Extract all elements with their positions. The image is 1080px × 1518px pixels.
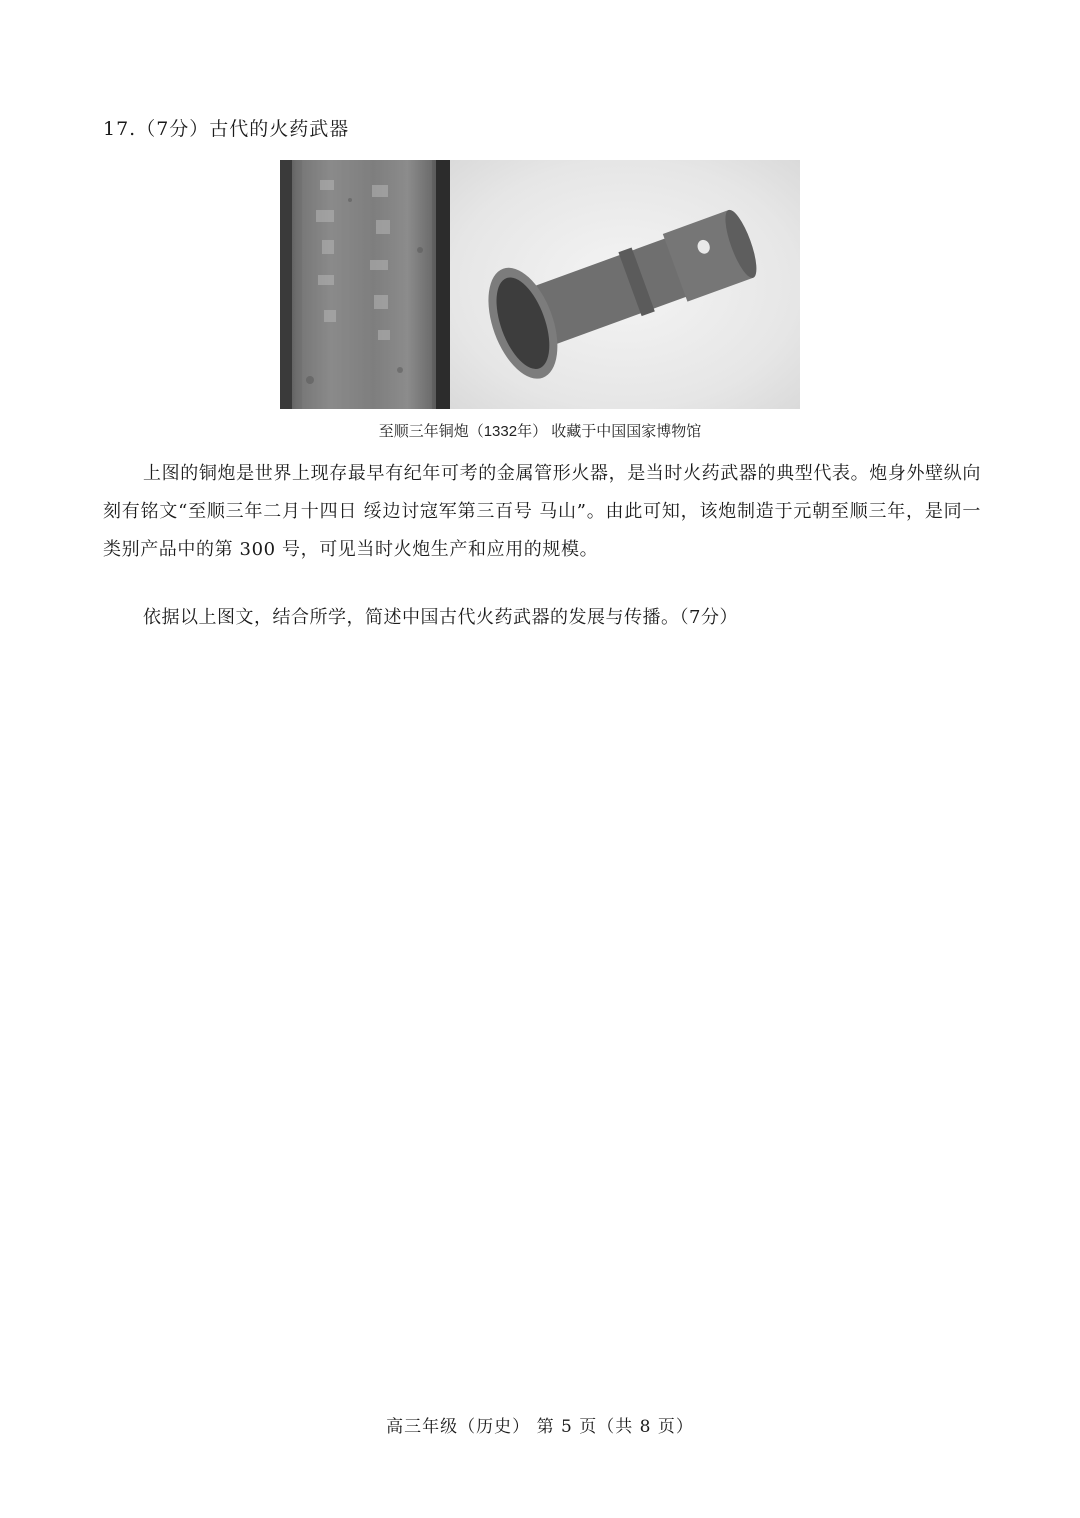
question-title: 17.（7分）古代的火药武器 xyxy=(103,118,350,140)
figure-caption: 至顺三年铜炮（1332年） 收藏于中国国家博物馆 xyxy=(378,423,702,440)
description-paragraph: 上图的铜炮是世界上现存最早有纪年可考的金属管形火器，是当时火药武器的典型代表。炮身外壁纵向刻有铭文“至顺三年二月十四日 绥边讨寇军第三百号 马山”。由此可知，该炮制造于元朝至顺三年，是同一类别产品中的第 300 号，可见当时火炮生产和应用的规模。 xyxy=(103,463,981,560)
task-prompt: 依据以上图文，结合所学，简述中国古代火药武器的发展与传播。（7分） xyxy=(143,607,738,628)
cannon-photo xyxy=(280,160,800,409)
inscription-texture xyxy=(280,160,450,409)
cannon-inscription-photo xyxy=(280,160,450,409)
page-footer: 高三年级（历史） 第 5 页（共 8 页） xyxy=(386,1417,694,1437)
cannon-full-photo xyxy=(450,160,800,409)
cannon-illustration xyxy=(450,160,800,409)
